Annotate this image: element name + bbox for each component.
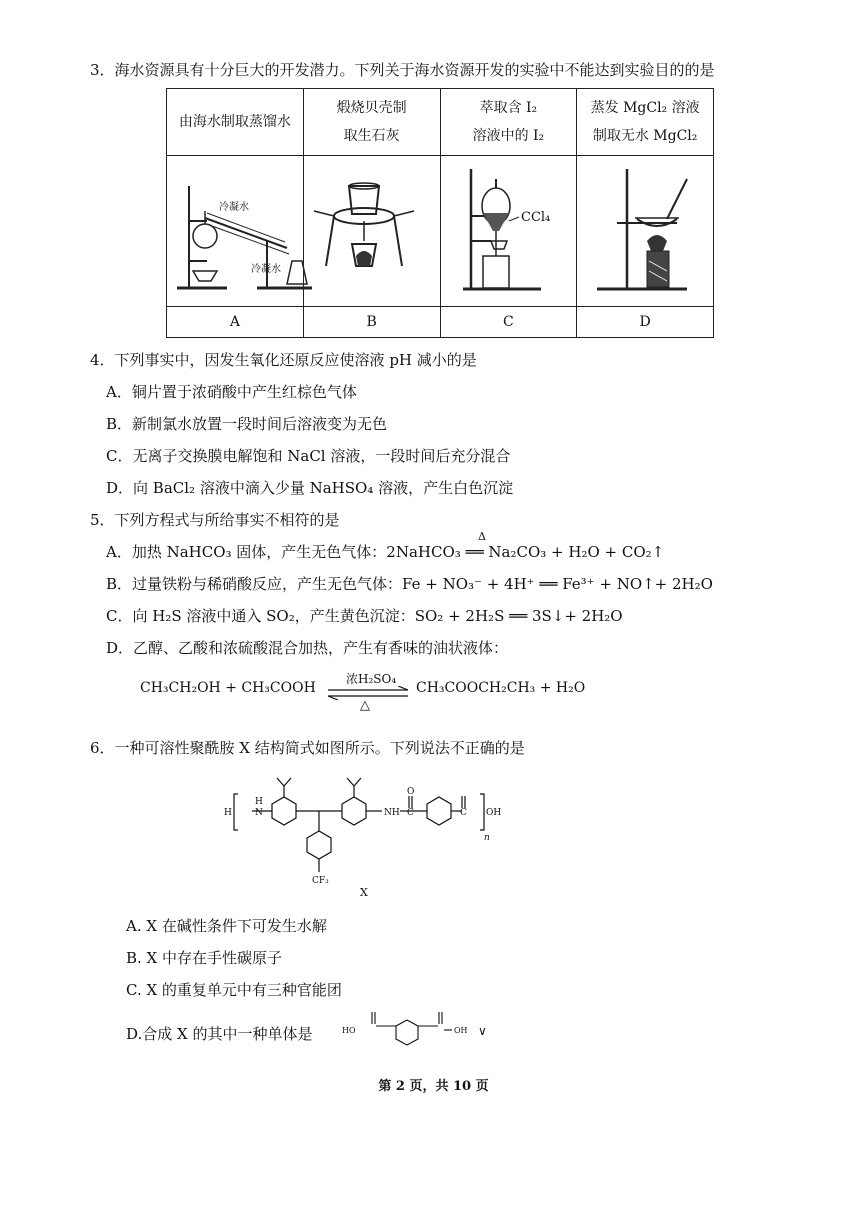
experiment-table: [166, 88, 714, 338]
evaporation-apparatus-image: [577, 156, 714, 307]
structure-nh2: NH: [384, 808, 400, 818]
structure-c1: C: [407, 808, 414, 818]
structure-label-x: X: [360, 886, 368, 898]
esterification-left: CH₃CH₂OH + CH₃COOH: [140, 680, 316, 696]
q4-option-a: A．铜片置于浓硝酸中产生红棕色气体: [106, 383, 357, 401]
structure-c2: C: [460, 808, 467, 818]
q4-option-c: C．无离子交换膜电解饱和 NaCl 溶液，一段时间后充分混合: [106, 447, 511, 465]
q6-option-c: C. X 的重复单元中有三种官能团: [126, 981, 342, 999]
structure-cf3: CF₃: [312, 876, 329, 886]
q4-option-b: B．新制氯水放置一段时间后溶液变为无色: [106, 415, 388, 433]
header-b: 煅烧贝壳制 取生石灰: [303, 89, 440, 156]
cooling-water-label-2: 冷凝水: [251, 264, 281, 275]
structure-h: H: [224, 808, 232, 818]
polyamide-structure-image: [222, 768, 532, 898]
q5-option-d: D．乙醇、乙酸和浓硫酸混合加热，产生有香味的油状液体：: [106, 639, 509, 657]
q5-option-b: B．过量铁粉与稀硝酸反应，产生无色气体：Fe + NO₃⁻ + 4H⁺ ══ Fe³⁺ + NO↑+ 2H₂O: [106, 575, 713, 593]
q6-option-a: A. X 在碱性条件下可发生水解: [126, 917, 327, 935]
q6-option-d: D.合成 X 的其中一种单体是: [126, 1025, 313, 1043]
cooling-water-label-1: 冷凝水: [219, 202, 249, 213]
q3-stem: 3．海水资源具有十分巨大的开发潜力。下列关于海水资源开发的实验中不能达到实验目的的是: [90, 61, 715, 79]
q4-option-d: D．向 BaCl₂ 溶液中滴入少量 NaHSO₄ 溶液，产生白色沉淀: [106, 479, 514, 497]
distillation-apparatus-image: [167, 156, 304, 307]
esterification-catalyst: 浓H₂SO₄: [346, 672, 397, 686]
heat-condition-a: Δ: [478, 530, 486, 543]
separatory-funnel-image: [440, 156, 577, 307]
q4-stem: 4．下列事实中，因发生氧化还原反应使溶液 pH 减小的是: [90, 351, 477, 369]
header-d: 蒸发 MgCl₂ 溶液 制取无水 MgCl₂: [577, 89, 714, 156]
monomer-oh: OH: [454, 1026, 468, 1035]
crucible-calcination-image: [303, 156, 440, 307]
q6-option-b: B. X 中存在手性碳原子: [126, 949, 283, 967]
label-a: A: [167, 307, 304, 338]
label-b: B: [303, 307, 440, 338]
q5-option-c: C．向 H₂S 溶液中通入 SO₂，产生黄色沉淀：SO₂ + 2H₂S ══ 3S↓+ 2H₂O: [106, 607, 623, 625]
structure-o1: O: [407, 787, 415, 797]
header-a: 由海水制取蒸馏水: [167, 89, 304, 156]
monomer-ho: HO: [342, 1026, 356, 1035]
structure-oh: OH: [486, 808, 502, 818]
q6-stem: 6．一种可溶性聚酰胺 X 结构简式如图所示。下列说法不正确的是: [90, 739, 525, 757]
structure-n: n: [484, 833, 490, 843]
check-mark: ∨: [478, 1024, 487, 1038]
q5-option-a: A．加热 NaHCO₃ 固体，产生无色气体：2NaHCO₃ ══ Na₂CO₃ + H₂O + CO₂↑: [106, 543, 665, 561]
label-d: D: [577, 307, 714, 338]
isophthalic-acid-structure-image: [340, 1008, 500, 1052]
structure-nh1: N: [255, 808, 263, 818]
page-footer: 第 2 页，共 10 页: [378, 1079, 489, 1094]
esterification-right: CH₃COOCH₂CH₃ + H₂O: [416, 680, 586, 696]
header-c: 萃取含 I₂ 溶液中的 I₂: [440, 89, 577, 156]
q5-stem: 5．下列方程式与所给事实不相符的是: [90, 511, 340, 529]
ccl4-label: CCl₄: [520, 210, 550, 225]
structure-nh1-h: H: [255, 797, 263, 807]
label-c: C: [440, 307, 577, 338]
esterification-heat: △: [360, 698, 370, 713]
